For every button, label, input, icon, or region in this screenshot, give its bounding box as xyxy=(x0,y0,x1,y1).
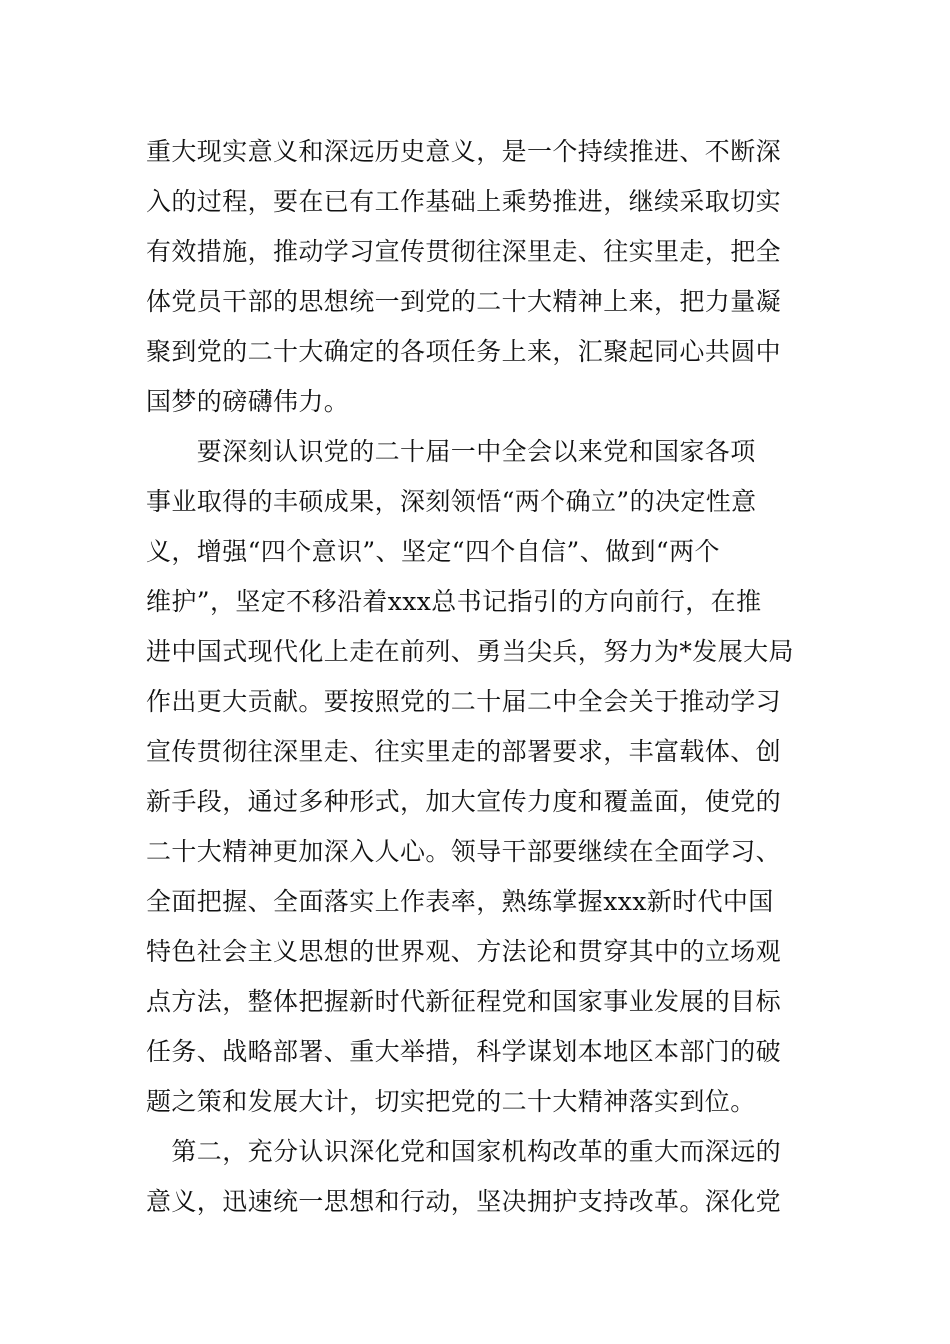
text-line: 有效措施，推动学习宣传贯彻往深里走、往实里走，把全 xyxy=(146,237,782,266)
text-line: 维护”，坚定不移沿着xxx总书记指引的方向前行，在推 xyxy=(146,587,762,616)
text-line: 义，增强“四个意识”、坚定“四个自信”、做到“两个 xyxy=(146,537,720,566)
text-line: 聚到党的二十大确定的各项任务上来，汇聚起同心共圆中 xyxy=(146,337,782,366)
text-line: 二十大精神更加深入人心。领导干部要继续在全面学习、 xyxy=(146,837,782,866)
text-line: 入的过程，要在已有工作基础上乘势推进，继续采取切实 xyxy=(146,187,782,216)
text-line: 国梦的磅礴伟力。 xyxy=(146,387,350,416)
text-line: 作出更大贡献。要按照党的二十届二中全会关于推动学习 xyxy=(146,687,782,716)
text-line: 题之策和发展大计，切实把党的二十大精神落实到位。 xyxy=(146,1087,756,1116)
text-line: 宣传贯彻往深里走、往实里走的部署要求，丰富载体、创 xyxy=(146,737,782,766)
text-line: 体党员干部的思想统一到党的二十大精神上来，把力量凝 xyxy=(146,287,782,316)
text-line: 新手段，通过多种形式，加大宣传力度和覆盖面，使党的 xyxy=(146,787,782,816)
text-line: 任务、战略部署、重大举措，科学谋划本地区本部门的破 xyxy=(146,1037,782,1066)
text-line: 事业取得的丰硕成果，深刻领悟“两个确立”的决定性意 xyxy=(146,487,757,516)
text-line: 第二，充分认识深化党和国家机构改革的重大而深远的 xyxy=(146,1137,782,1166)
text-line: 点方法，整体把握新时代新征程党和国家事业发展的目标 xyxy=(146,987,782,1016)
text-line: 进中国式现代化上走在前列、勇当尖兵，努力为*发展大局 xyxy=(146,637,794,666)
text-line: 特色社会主义思想的世界观、方法论和贯穿其中的立场观 xyxy=(146,937,782,966)
text-line: 重大现实意义和深远历史意义，是一个持续推进、不断深 xyxy=(146,137,782,166)
text-line: 全面把握、全面落实上作表率，熟练掌握xxx新时代中国 xyxy=(146,887,774,916)
text-line: 要深刻认识党的二十届一中全会以来党和国家各项 xyxy=(146,437,756,466)
text-line: 意义，迅速统一思想和行动，坚决拥护支持改革。深化党 xyxy=(146,1187,782,1216)
